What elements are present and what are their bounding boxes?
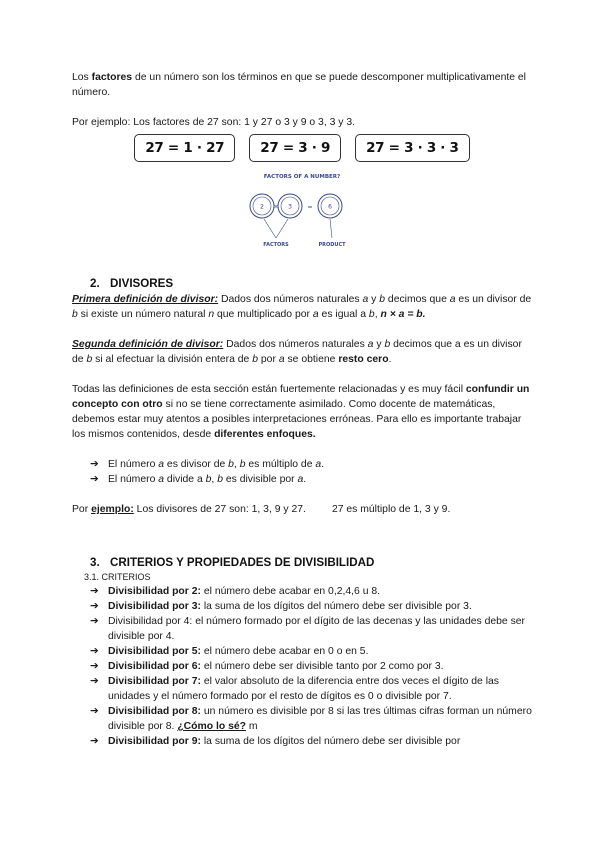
criterion-text: la suma de los dígitos del número debe ser divisible por 3.: [200, 601, 472, 612]
criterion-text: un número es divisible por 8 si las tres últimas cifras forman un número divisible por 8.: [108, 706, 532, 732]
criterion-text: Divisibilidad por 4: el número formado por el dígito de las decenas y las unidades debe ser divisible por 4.: [108, 616, 526, 642]
criterion-label: Divisibilidad por 8:: [108, 706, 201, 717]
var: b: [217, 474, 223, 485]
factors-example: Por ejemplo: Los factores de 27 son: 1 y 27 o 3 y 9 o 3, 3 y 3.: [72, 117, 356, 128]
text: si existe un número natural: [77, 309, 209, 320]
var: b: [239, 459, 246, 470]
subsection-title: 3.1. CRITERIOS: [84, 572, 151, 582]
text: ,: [233, 459, 240, 470]
text: Dados dos números naturales: [223, 339, 368, 350]
product-value: 6: [328, 203, 332, 211]
arrow-icon: ➔: [90, 646, 99, 657]
var: b: [368, 309, 375, 320]
var: a: [297, 474, 304, 485]
var: a: [278, 354, 285, 365]
criterion-item: [72, 584, 532, 599]
var: b: [205, 474, 212, 485]
text: ,: [374, 309, 381, 320]
var: a: [312, 309, 319, 320]
section-heading-criterios: [72, 555, 532, 571]
criterion-text: el número debe acabar en 0,2,4,6 u 8.: [200, 586, 381, 597]
criterion-label: Divisibilidad por 5:: [108, 646, 201, 657]
divisors-example: [72, 502, 532, 517]
multiples-text: 27 es múltiplo de 1, 3 y 9.: [331, 504, 451, 515]
arrow-icon: ➔: [90, 661, 99, 672]
var: a: [315, 459, 322, 470]
var: b: [72, 309, 78, 320]
var: b: [228, 459, 234, 470]
text: divide a: [164, 474, 206, 485]
text: Los: [72, 72, 92, 83]
var: a: [367, 339, 374, 350]
text: es divisor de: [164, 459, 229, 470]
document-page: [72, 70, 532, 749]
var: a: [158, 459, 165, 470]
factor-box: 27 = 1 · 27: [134, 134, 235, 162]
section-heading-divisores: [72, 276, 532, 292]
text: m: [246, 721, 258, 732]
text: si no se tiene correctamente asimilado. Como docente de matemáticas, debemos estar muy atentos a posibles interpretaciones erróneas. Para ello es importante trabajar los mismos contenidos, desde: [72, 399, 522, 440]
bold-term: resto cero: [338, 354, 389, 365]
how-do-i-know-link[interactable]: ¿Cómo lo sé?: [177, 721, 247, 732]
diagram-title: FACTORS OF A NUMBER?: [263, 174, 341, 180]
criterion-item: [72, 674, 532, 704]
text: que multiplicado por: [214, 309, 313, 320]
text: .: [303, 474, 307, 485]
pointer-line: [264, 219, 276, 238]
factor-1-value: 2: [260, 203, 264, 211]
var: a: [362, 294, 369, 305]
example-text: [72, 502, 306, 517]
definition-1: [72, 292, 532, 322]
criterion-label: Divisibilidad por 9:: [108, 736, 201, 747]
criterion-label: Divisibilidad por 7:: [108, 676, 201, 687]
factor-2-value: 3: [288, 203, 292, 211]
text: es múltiplo de: [245, 459, 316, 470]
criterion-label: Divisibilidad por 3:: [108, 601, 201, 612]
var: n: [208, 309, 215, 320]
var: a: [158, 474, 165, 485]
definition-label: Primera definición de divisor:: [72, 294, 219, 305]
text: y: [368, 294, 380, 305]
text: El número: [108, 459, 159, 470]
text: si al efectuar la división entera de: [92, 354, 253, 365]
var: b: [86, 354, 93, 365]
formula: n × a = b.: [380, 309, 426, 320]
arrow-icon: ➔: [90, 736, 99, 747]
factors-diagram: [72, 170, 532, 250]
text: se obtiene: [284, 354, 339, 365]
text: Por: [72, 504, 92, 515]
criterion-item: [72, 659, 532, 674]
text: de un número son los términos en que se puede descomponer multiplicativamente el número.: [72, 72, 526, 98]
section-title: DIVISORES: [110, 277, 174, 290]
criterion-item: [72, 644, 532, 659]
criterion-item: [72, 704, 532, 734]
section-number: 3.: [90, 556, 100, 569]
section-number: 2.: [90, 277, 100, 290]
times-sign: ×: [273, 203, 279, 211]
label-product: PRODUCT: [318, 242, 346, 248]
text: Todas las definiciones de esta sección están fuertemente relacionadas y es muy fácil: [72, 384, 466, 395]
text: Los divisores de 27 son: 1, 3, 9 y 27.: [133, 504, 306, 515]
pointer-line: [330, 219, 332, 238]
text: y: [373, 339, 385, 350]
term-factores: factores: [91, 72, 133, 83]
arrow-icon: ➔: [90, 474, 99, 485]
var: b: [379, 294, 386, 305]
text: es un divisor de: [455, 294, 532, 305]
bold-term: diferentes enfoques.: [214, 429, 316, 440]
arrow-icon: ➔: [90, 586, 99, 597]
criterion-text: el número debe ser divisible tanto por 2 como por 3.: [200, 661, 444, 672]
arrow-icon: ➔: [90, 706, 99, 717]
criterion-text: la suma de los dígitos del número debe ser divisible por: [200, 736, 461, 747]
arrow-icon: ➔: [90, 459, 99, 470]
criterion-label: Divisibilidad por 2:: [108, 586, 201, 597]
criterion-text: el valor absoluto de la diferencia entre dos veces el dígito de las unidades y el número formado por el resto de dígitos es 0 o divisible por 7.: [108, 676, 499, 702]
divisor-bullets: [72, 457, 532, 487]
criterion-item: [72, 599, 532, 614]
arrow-icon: ➔: [90, 616, 99, 627]
criterion-label: Divisibilidad por 6:: [108, 661, 201, 672]
list-item: [72, 472, 532, 487]
pointer-line: [276, 219, 288, 238]
bold-term: confundir un concepto con otro: [72, 384, 530, 410]
factors-diagram-figure: [242, 170, 362, 250]
text: por: [258, 354, 279, 365]
text: decimos que a es un divisor de: [72, 339, 522, 365]
text: es igual a: [318, 309, 369, 320]
arrow-icon: ➔: [90, 676, 99, 687]
text: El número: [108, 474, 159, 485]
relations-paragraph: [72, 382, 532, 442]
definition-2: [72, 337, 532, 367]
var: b: [252, 354, 259, 365]
arrow-icon: ➔: [90, 601, 99, 612]
var: b: [384, 339, 391, 350]
factors-definition: [72, 70, 532, 100]
criterion-item: [72, 614, 532, 644]
criterion-text: el número debe acabar en 0 o en 5.: [200, 646, 369, 657]
criteria-list: [72, 584, 532, 749]
criterion-item: [72, 734, 532, 749]
text: ,: [211, 474, 218, 485]
factor-box: 27 = 3 · 3 · 3: [355, 134, 470, 162]
text: .: [388, 354, 392, 365]
factor-box: 27 = 3 · 9: [249, 134, 341, 162]
section-title: CRITERIOS Y PROPIEDADES DE DIVISIBILIDAD: [110, 556, 375, 569]
example-label: ejemplo:: [91, 504, 134, 515]
text: es divisible por: [222, 474, 298, 485]
var: a: [449, 294, 456, 305]
label-factors: FACTORS: [263, 242, 289, 248]
text: Dados dos números naturales: [218, 294, 363, 305]
text: decimos que: [385, 294, 450, 305]
equals-sign: =: [307, 203, 313, 211]
list-item: [72, 457, 532, 472]
text: .: [321, 459, 325, 470]
definition-label: Segunda definición de divisor:: [72, 339, 224, 350]
factors-boxes: [72, 134, 532, 162]
